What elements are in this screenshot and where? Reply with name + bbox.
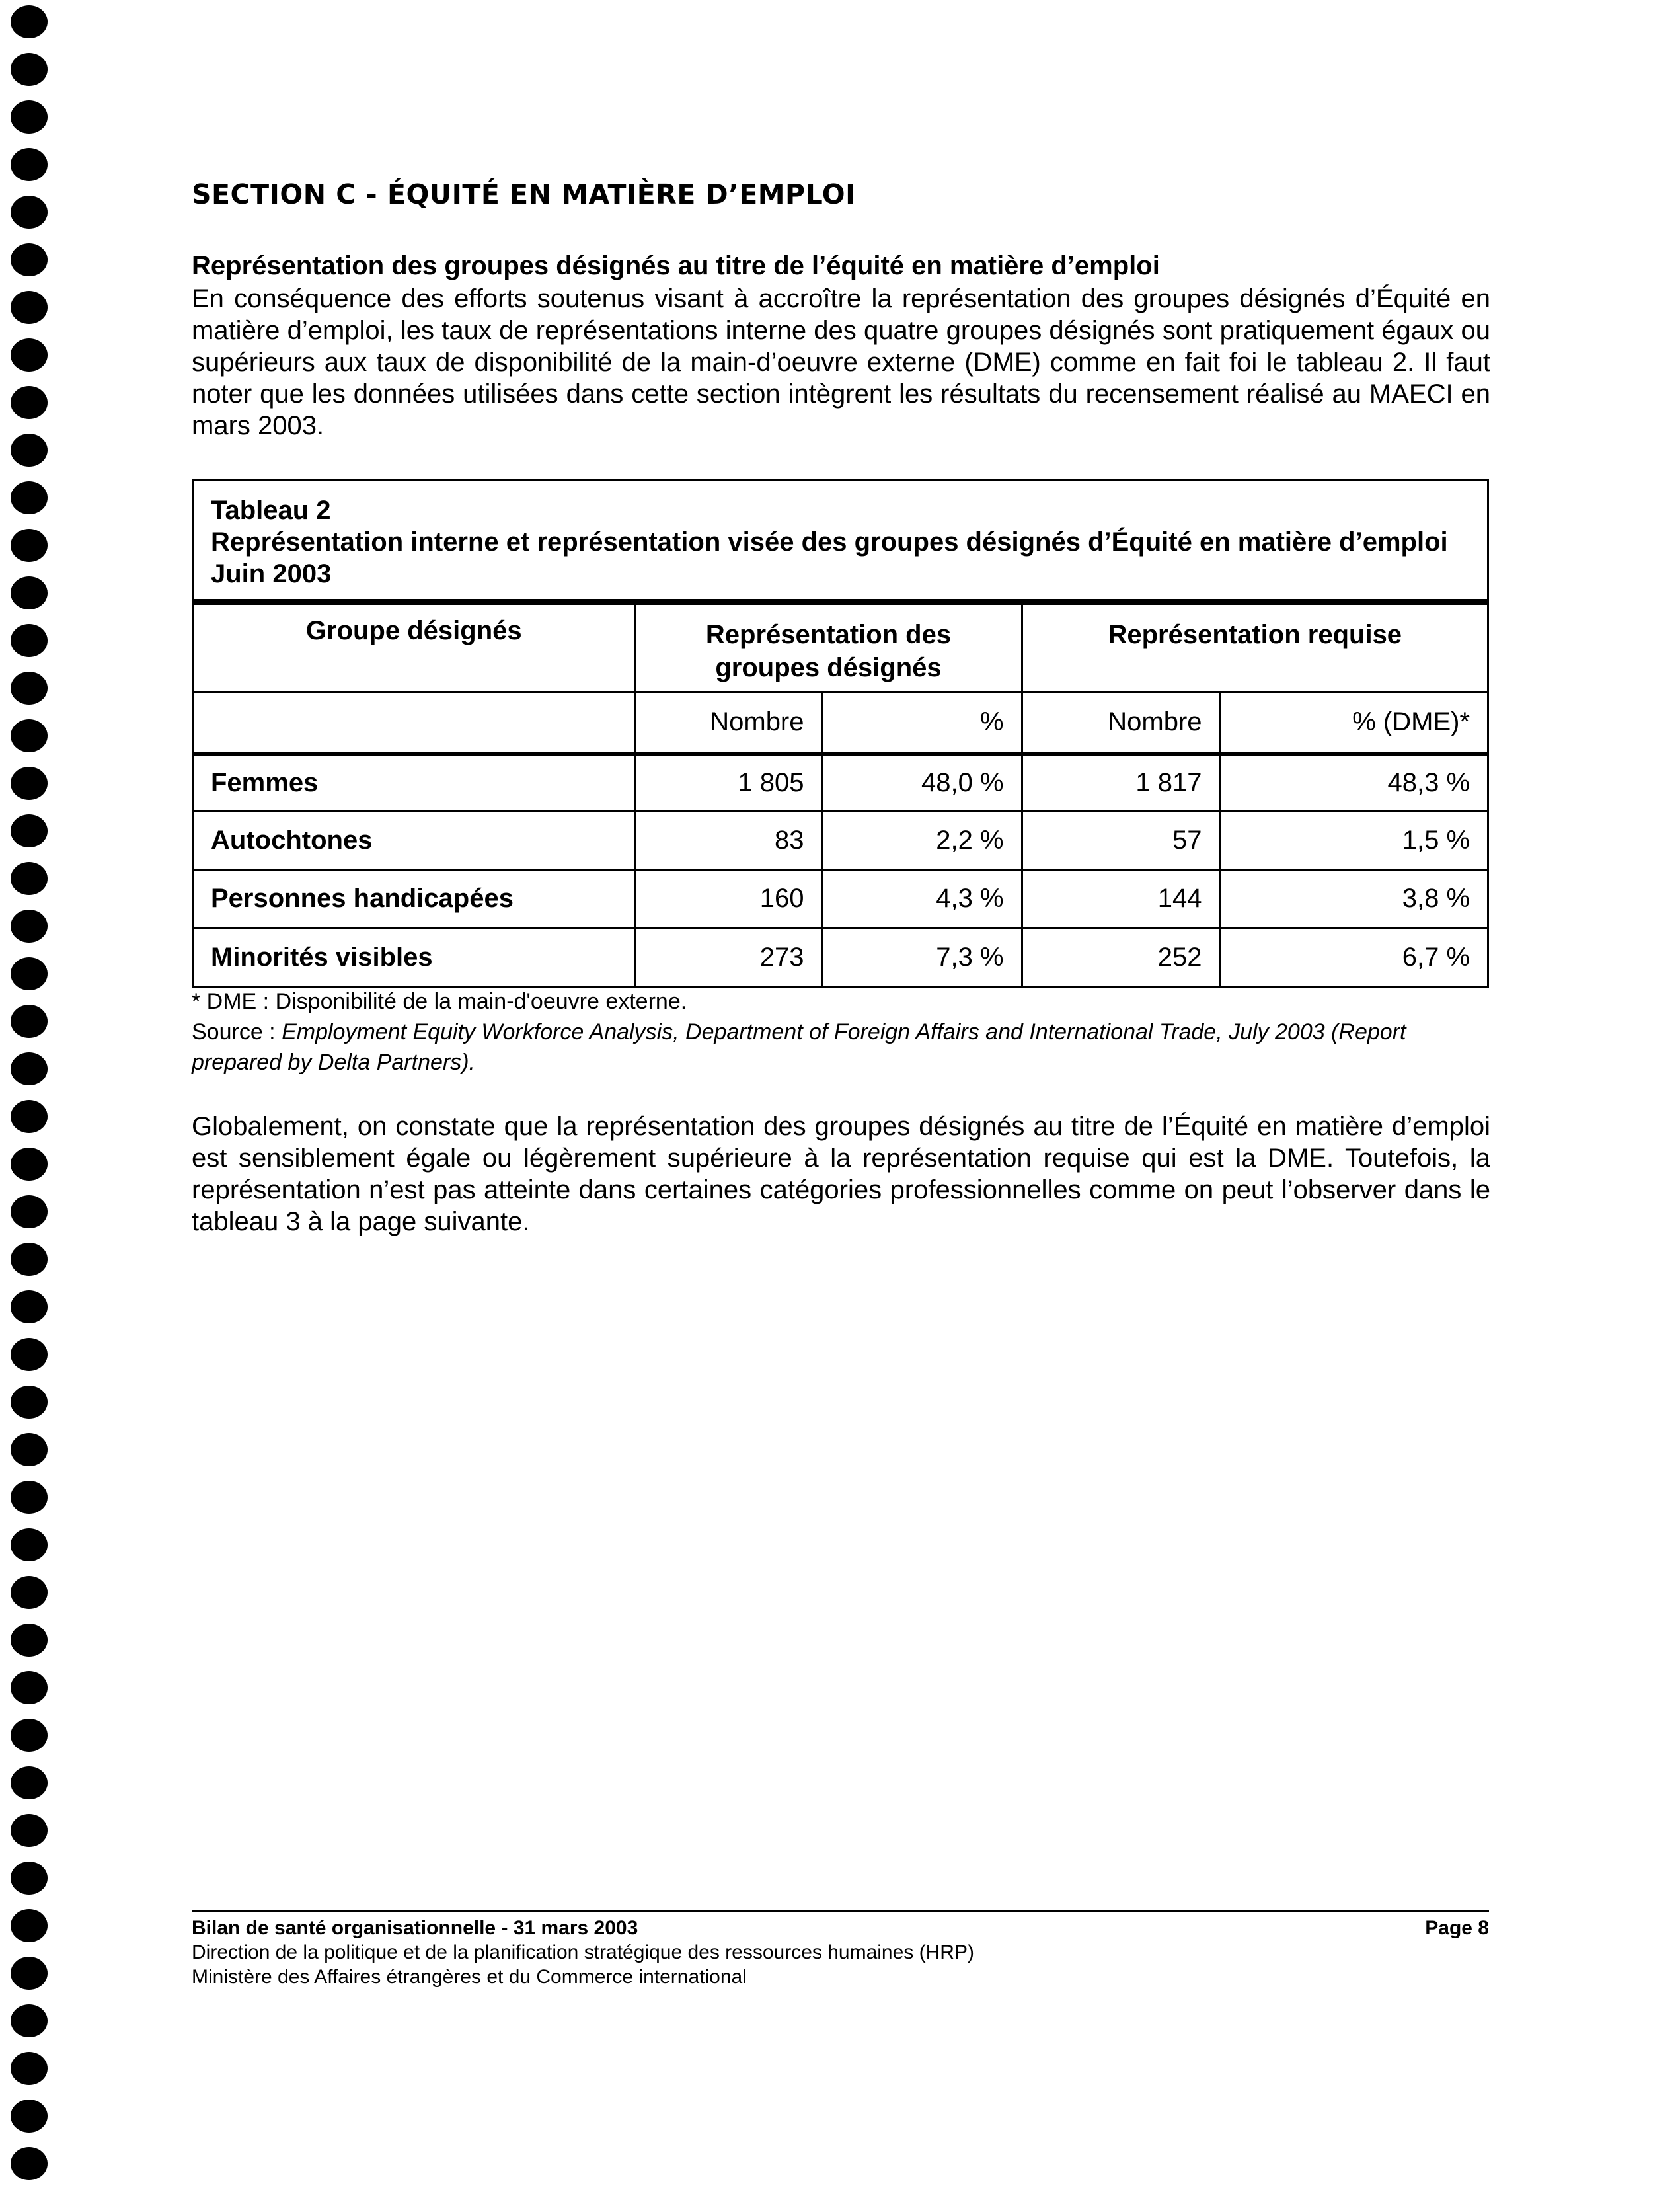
row-label: Femmes	[194, 754, 635, 812]
punch-hole	[11, 1814, 48, 1847]
punch-hole	[11, 53, 48, 86]
row-label: Personnes handicapées	[194, 870, 635, 928]
header-group: Groupe désignés	[194, 604, 635, 692]
table-row	[194, 870, 1487, 928]
punch-hole	[11, 243, 48, 276]
footer-divider	[192, 1910, 1489, 1912]
source-note	[192, 1017, 1490, 1078]
punch-hole	[11, 719, 48, 752]
punch-hole	[11, 1386, 48, 1419]
subheader-row	[194, 692, 1487, 754]
punch-hole	[11, 1766, 48, 1799]
page-number: Page 8	[1425, 1917, 1489, 1939]
punch-hole	[11, 5, 48, 38]
punch-hole	[11, 1624, 48, 1657]
table-caption-number: Tableau 2	[211, 496, 331, 525]
punch-hole	[11, 672, 48, 705]
data-table	[194, 603, 1487, 986]
row-req-count: 252	[1022, 928, 1220, 986]
punch-hole	[11, 1243, 48, 1276]
punch-hole	[11, 862, 48, 895]
subheader-empty	[194, 692, 635, 754]
punch-hole	[11, 2052, 48, 2085]
punch-hole	[11, 1528, 48, 1561]
punch-hole	[11, 100, 48, 134]
row-count: 160	[635, 870, 822, 928]
punch-hole	[11, 529, 48, 562]
punch-hole	[11, 1719, 48, 1752]
table-caption	[194, 481, 1487, 603]
table-row	[194, 754, 1487, 812]
footnote-dme: * DME : Disponibilité de la main-d'oeuvre externe.	[192, 989, 687, 1014]
intro-paragraph: En conséquence des efforts soutenus visant à accroître la représentation des groupes désignés d’Équité en matière d’emploi, les taux de représentations interne des quatre groupes désignés sont pratiquement égaux ou supérieurs aux taux de disponibilité de la main-d’oeuvre externe (DME) comme en fait foi le tableau 2. Il faut noter que les données utilisées dans cette section intègrent les résultats du recensement réalisé au MAECI en mars 2003.	[192, 284, 1490, 440]
punch-hole	[11, 1481, 48, 1514]
row-req-count: 1 817	[1022, 754, 1220, 812]
footer-title: Bilan de santé organisationnelle - 31 mars 2003	[192, 1917, 638, 1939]
row-count: 1 805	[635, 754, 822, 812]
source-text: Employment Equity Workforce Analysis, Department of Foreign Affairs and International Trade, July 2003 (Report prepared by Delta Partners).	[192, 1019, 1406, 1075]
row-pct: 7,3 %	[822, 928, 1022, 986]
page-footer	[192, 1916, 1489, 1989]
punch-hole	[11, 1005, 48, 1038]
punch-hole	[11, 196, 48, 229]
punch-hole	[11, 2100, 48, 2133]
punch-hole	[11, 1862, 48, 1895]
punch-hole	[11, 1195, 48, 1228]
row-count: 83	[635, 812, 822, 870]
source-label: Source :	[192, 1019, 282, 1044]
punch-hole	[11, 1433, 48, 1466]
section-title: SECTION C - ÉQUITÉ EN MATIÈRE D’EMPLOI	[192, 178, 856, 210]
row-label: Minorités visibles	[194, 928, 635, 986]
punch-hole	[11, 576, 48, 609]
punch-hole	[11, 1671, 48, 1704]
punch-hole	[11, 767, 48, 800]
punch-hole	[11, 1148, 48, 1181]
subheader-pct-1: %	[822, 692, 1022, 754]
row-req-pct: 3,8 %	[1220, 870, 1487, 928]
punch-hole	[11, 1100, 48, 1133]
header-row	[194, 604, 1487, 692]
subheading: Représentation des groupes désignés au titre de l’équité en matière d’emploi	[192, 251, 1160, 280]
subheader-count-1: Nombre	[635, 692, 822, 754]
punch-hole	[11, 2004, 48, 2037]
row-count: 273	[635, 928, 822, 986]
punch-hole	[11, 1576, 48, 1609]
row-pct: 4,3 %	[822, 870, 1022, 928]
row-pct: 2,2 %	[822, 812, 1022, 870]
table-notes	[192, 986, 1490, 1078]
punch-hole	[11, 481, 48, 514]
header-rep-designated: Représentation des groupes désignés	[635, 604, 1022, 692]
binding-holes	[11, 0, 50, 2198]
row-req-count: 144	[1022, 870, 1220, 928]
table-caption-title: Représentation interne et représentation visée des groupes désignés d’Équité en matière d’emploi Juin 2003	[211, 528, 1448, 588]
punch-hole	[11, 1909, 48, 1942]
punch-hole	[11, 2147, 48, 2180]
punch-hole	[11, 624, 48, 657]
punch-hole	[11, 338, 48, 372]
row-req-count: 57	[1022, 812, 1220, 870]
table-2	[192, 479, 1489, 988]
punch-hole	[11, 910, 48, 943]
row-req-pct: 1,5 %	[1220, 812, 1487, 870]
punch-hole	[11, 1957, 48, 1990]
punch-hole	[11, 148, 48, 181]
row-pct: 48,0 %	[822, 754, 1022, 812]
footer-ministry: Ministère des Affaires étrangères et du Commerce international	[192, 1966, 747, 1988]
row-req-pct: 6,7 %	[1220, 928, 1487, 986]
punch-hole	[11, 434, 48, 467]
punch-hole	[11, 386, 48, 419]
row-req-pct: 48,3 %	[1220, 754, 1487, 812]
header-rep-required: Représentation requise	[1022, 604, 1487, 692]
table-row	[194, 812, 1487, 870]
punch-hole	[11, 291, 48, 324]
punch-hole	[11, 1052, 48, 1085]
punch-hole	[11, 814, 48, 847]
punch-hole	[11, 1290, 48, 1323]
row-label: Autochtones	[194, 812, 635, 870]
conclusion-paragraph: Globalement, on constate que la représentation des groupes désignés au titre de l’Équité en matière d’emploi est sensiblement égale ou légèrement supérieure à la représentation requise qui est la DME. Toutefois, la représentation n’est pas atteinte dans certaines catégories professionnelles comme on peut l’observer dans le tableau 3 à la page suivante.	[192, 1112, 1490, 1236]
subheader-count-2: Nombre	[1022, 692, 1220, 754]
table-row	[194, 928, 1487, 986]
footer-directorate: Direction de la politique et de la planification stratégique des ressources humaines (HRP)	[192, 1942, 974, 1963]
punch-hole	[11, 957, 48, 990]
subheader-pct-2: % (DME)*	[1220, 692, 1487, 754]
punch-hole	[11, 1338, 48, 1371]
